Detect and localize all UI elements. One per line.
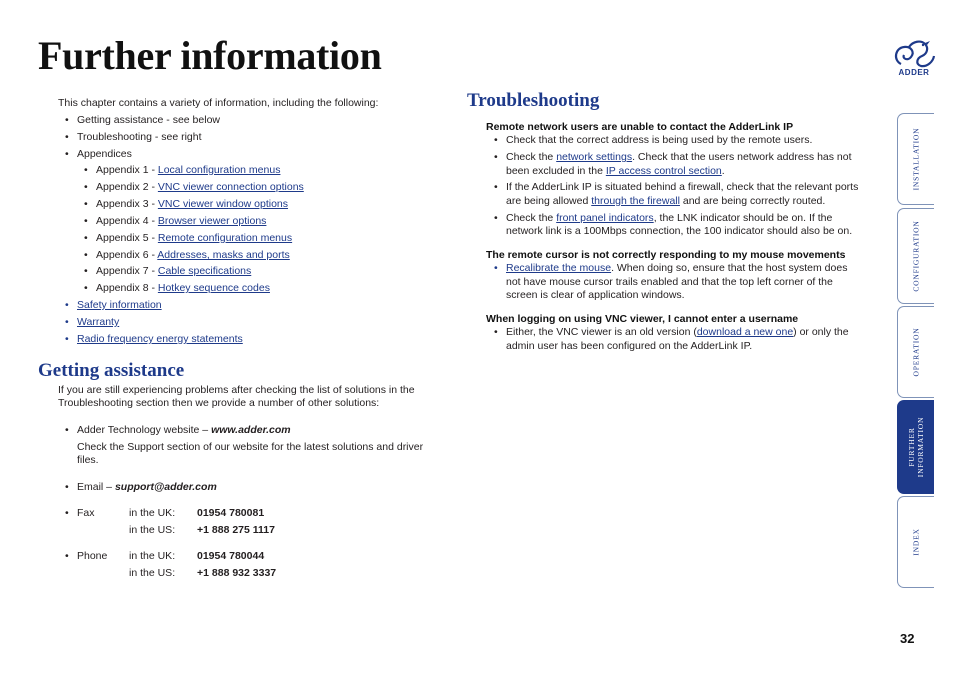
phone-uk-label: in the UK: <box>129 550 176 562</box>
tab-configuration[interactable] <box>897 208 934 304</box>
phone-us-number: +1 888 932 3337 <box>197 567 277 579</box>
toc-appendix-8: • Appendix 8 - Hotkey sequence codes <box>84 282 270 294</box>
link-safety-information[interactable]: Safety information <box>77 299 162 311</box>
assistance-para-line2: Troubleshooting section then we provide a number of other solutions: <box>58 397 380 409</box>
link-remote-configuration-menus[interactable]: Remote configuration menus <box>157 232 293 244</box>
link-addresses-masks-ports[interactable]: Addresses, masks and ports <box>157 249 290 261</box>
toc-appendix-7: • Appendix 7 - Cable specifications <box>84 265 252 277</box>
page-title: Further information <box>38 33 382 78</box>
link-cable-specifications[interactable]: Cable specifications <box>157 265 252 277</box>
toc-appendix-1: • Appendix 1 - Local configuration menus <box>84 164 281 176</box>
tab-installation-label: INSTALLATION <box>911 127 921 191</box>
page-number: 32 <box>900 631 915 646</box>
toc-item-troubleshooting: • Troubleshooting - see right <box>65 131 202 143</box>
toc-item-appendices: • Appendices <box>65 148 132 160</box>
toc-item-getting: • Getting assistance - see below <box>65 114 220 126</box>
toc-item-warranty: • Warranty <box>65 316 120 328</box>
heading-getting-assistance: Getting assistance <box>38 360 185 381</box>
intro-text: This chapter contains a variety of information, including the following: <box>58 97 379 109</box>
q2-bullet-1-line2: not have mouse cursor trails enabled and that the top left corner of the <box>506 276 833 288</box>
link-vnc-viewer-window-options[interactable]: VNC viewer window options <box>157 198 289 210</box>
q1-bullet-1: • Check that the correct address is being used by the remote users. <box>494 134 813 146</box>
link-recalibrate-mouse[interactable]: Recalibrate the mouse <box>506 262 612 274</box>
toc-appendix-6: • Appendix 6 - Addresses, masks and ports <box>84 249 290 261</box>
website-note-line1: Check the Support section of our website for the latest solutions and driver <box>77 441 424 453</box>
link-front-panel-indicators[interactable]: front panel indicators <box>556 212 654 224</box>
adder-logo <box>889 38 939 80</box>
link-warranty[interactable]: Warranty <box>77 316 120 328</box>
tab-index-label: INDEX <box>911 528 921 556</box>
q2-bullet-1-line3: screen is clear of application windows. <box>506 289 685 301</box>
toc-item-safety: • Safety information <box>65 299 162 311</box>
q2-bullet-1: • Recalibrate the mouse. When doing so, ensure that the host system does <box>494 262 848 274</box>
toc-appendix-4: • Appendix 4 - Browser viewer options <box>84 215 267 227</box>
link-network-settings[interactable]: network settings <box>556 151 633 163</box>
link-download-new-one[interactable]: download a new one <box>696 326 794 338</box>
q1-bullet-4: • Check the front panel indicators, the LNK indicator should be on. If the <box>494 212 833 224</box>
link-ip-access-control[interactable]: IP access control section <box>605 165 722 177</box>
website-value: www.adder.com <box>211 424 291 436</box>
q1-bullet-3: • If the AdderLink IP is situated behind a firewall, check that the relevant ports <box>494 181 859 193</box>
link-browser-viewer-options[interactable]: Browser viewer options <box>157 215 267 227</box>
tab-operation[interactable] <box>897 306 934 398</box>
tab-operation-label: OPERATION <box>911 327 921 377</box>
tab-installation[interactable] <box>897 113 934 205</box>
toc-item-radio: • Radio frequency energy statements <box>65 333 243 345</box>
toc-appendix-5: • Appendix 5 - Remote configuration menus <box>84 232 293 244</box>
q3-bullet-1: • Either, the VNC viewer is an old version (download a new one) or only the <box>494 326 849 338</box>
fax-uk-label: in the UK: <box>129 507 176 519</box>
link-vnc-viewer-connection-options[interactable]: VNC viewer connection options <box>157 181 304 193</box>
contact-website: • Adder Technology website – www.adder.com <box>65 424 291 436</box>
assistance-para-line1: If you are still experiencing problems after checking the list of solutions in the <box>58 384 415 396</box>
contact-email: • Email – support@adder.com <box>65 481 217 493</box>
link-hotkey-sequence-codes[interactable]: Hotkey sequence codes <box>157 282 270 294</box>
email-value: support@adder.com <box>114 481 217 493</box>
contact-fax-label: • Fax <box>65 507 95 519</box>
fax-uk-number: 01954 780081 <box>197 507 265 519</box>
toc-appendix-3: • Appendix 3 - VNC viewer window options <box>84 198 289 210</box>
phone-uk-number: 01954 780044 <box>197 550 265 562</box>
tab-further-information[interactable] <box>897 400 934 494</box>
q1-bullet-2: • Check the network settings. Check that the users network address has not <box>494 151 852 163</box>
website-note-line2: files. <box>77 454 99 466</box>
logo-text: ADDER <box>898 68 930 77</box>
q1-bullet-2-line2: been excluded in the IP access control section. <box>506 165 725 177</box>
fax-us-label: in the US: <box>129 524 176 536</box>
toc-appendix-2: • Appendix 2 - VNC viewer connection options <box>84 181 304 193</box>
heading-troubleshooting: Troubleshooting <box>467 90 600 111</box>
q1-bullet-4-line2: network link is a 100Mbps connection, the 100 indicator should also be on. <box>506 225 853 237</box>
trouble-q1: Remote network users are unable to contact the AdderLink IP <box>486 121 794 133</box>
tab-configuration-label: CONFIGURATION <box>911 220 921 292</box>
link-radio-frequency[interactable]: Radio frequency energy statements <box>77 333 243 345</box>
phone-us-label: in the US: <box>129 567 176 579</box>
tab-further-information-label: FURTHER INFORMATION <box>907 416 925 478</box>
tab-index[interactable] <box>897 496 934 588</box>
trouble-q2: The remote cursor is not correctly responding to my mouse movements <box>486 249 846 261</box>
q3-bullet-1-line2: admin user has been configured on the AdderLink IP. <box>506 340 753 352</box>
q1-bullet-3-line2: are being allowed through the firewall and are being correctly routed. <box>506 195 826 207</box>
trouble-q3: When logging on using VNC viewer, I cannot enter a username <box>486 313 799 325</box>
fax-us-number: +1 888 275 1117 <box>197 524 275 536</box>
serpent-icon <box>889 38 939 68</box>
link-through-firewall[interactable]: through the firewall <box>591 195 680 207</box>
contact-phone-label: • Phone <box>65 550 108 562</box>
link-local-configuration-menus[interactable]: Local configuration menus <box>157 164 281 176</box>
